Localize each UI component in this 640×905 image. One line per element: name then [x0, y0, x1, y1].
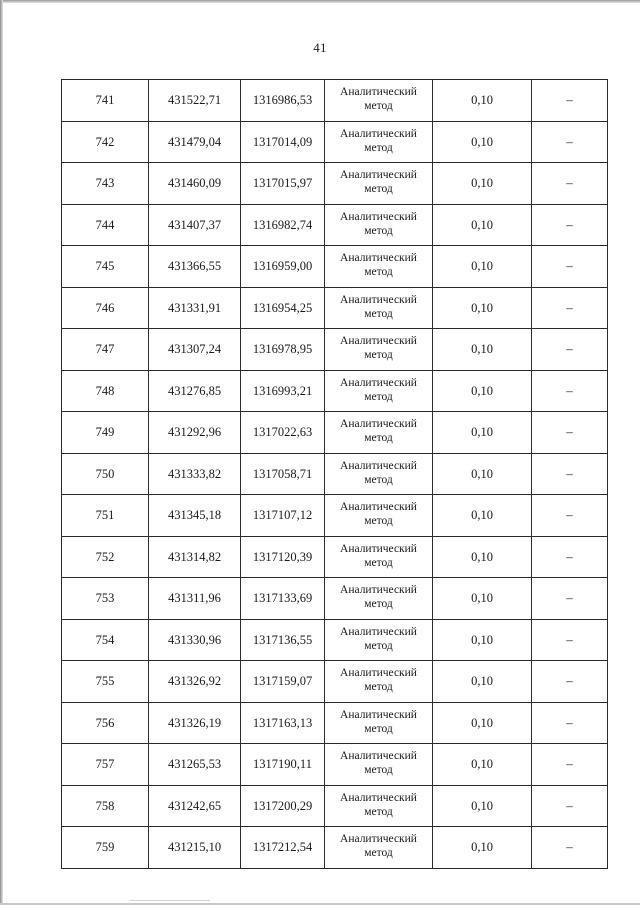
y-coordinate-cell: 1317163,13 [241, 702, 325, 744]
y-coordinate-cell: 1316954,25 [241, 287, 325, 329]
method-line-1: Аналитический [340, 459, 417, 472]
y-coordinate-cell: 1317015,97 [241, 163, 325, 205]
note-dash: – [566, 382, 573, 398]
method-text [325, 459, 432, 489]
method-line-1: Аналитический [340, 86, 417, 99]
table-row [62, 578, 608, 620]
table-row [62, 453, 608, 495]
note-cell [532, 121, 608, 163]
method-line-2: метод [364, 266, 393, 279]
note-cell [532, 495, 608, 537]
method-cell [325, 702, 433, 744]
method-text [325, 832, 432, 862]
note-cell [532, 785, 608, 827]
accuracy-cell: 0,10 [433, 246, 532, 288]
note-dash: – [566, 714, 573, 730]
method-line-1: Аналитический [340, 418, 417, 431]
method-text [325, 791, 432, 821]
x-coordinate-cell: 431330,96 [149, 619, 241, 661]
table-row [62, 246, 608, 288]
method-cell [325, 204, 433, 246]
x-coordinate-cell: 431345,18 [149, 495, 241, 537]
method-cell [325, 495, 433, 537]
x-coordinate-cell: 431311,96 [149, 578, 241, 620]
method-line-2: метод [364, 556, 393, 569]
note-dash: – [566, 590, 573, 606]
method-line-2: метод [364, 141, 393, 154]
note-cell [532, 578, 608, 620]
y-coordinate-cell: 1316982,74 [241, 204, 325, 246]
point-number-cell: 746 [62, 287, 149, 329]
method-cell [325, 80, 433, 122]
method-cell [325, 453, 433, 495]
x-coordinate-cell: 431460,09 [149, 163, 241, 205]
page-edge-left [0, 0, 3, 905]
method-line-1: Аналитический [340, 833, 417, 846]
point-number-cell: 755 [62, 661, 149, 703]
page-number: 41 [313, 40, 327, 55]
note-cell [532, 702, 608, 744]
note-cell [532, 163, 608, 205]
method-cell [325, 661, 433, 703]
method-line-1: Аналитический [340, 791, 417, 804]
accuracy-cell: 0,10 [433, 370, 532, 412]
y-coordinate-cell: 1317120,39 [241, 536, 325, 578]
x-coordinate-cell: 431522,71 [149, 80, 241, 122]
method-text [325, 127, 432, 157]
method-cell [325, 744, 433, 786]
method-text [325, 542, 432, 572]
y-coordinate-cell: 1317136,55 [241, 619, 325, 661]
y-coordinate-cell: 1317133,69 [241, 578, 325, 620]
method-cell [325, 287, 433, 329]
table-row [62, 536, 608, 578]
method-line-2: метод [364, 847, 393, 860]
point-number-cell: 741 [62, 80, 149, 122]
table-row [62, 785, 608, 827]
method-line-2: метод [364, 100, 393, 113]
point-number-cell: 744 [62, 204, 149, 246]
note-dash: – [566, 424, 573, 440]
accuracy-cell: 0,10 [433, 121, 532, 163]
x-coordinate-cell: 431333,82 [149, 453, 241, 495]
point-number-cell: 754 [62, 619, 149, 661]
note-cell [532, 329, 608, 371]
method-cell [325, 163, 433, 205]
method-cell [325, 412, 433, 454]
page-edge-top [0, 0, 640, 3]
x-coordinate-cell: 431314,82 [149, 536, 241, 578]
accuracy-cell: 0,10 [433, 702, 532, 744]
table-row [62, 204, 608, 246]
note-dash: – [566, 92, 573, 108]
method-line-1: Аналитический [340, 169, 417, 182]
method-text [325, 708, 432, 738]
point-number-cell: 747 [62, 329, 149, 371]
y-coordinate-cell: 1317200,29 [241, 785, 325, 827]
point-number-cell: 750 [62, 453, 149, 495]
y-coordinate-cell: 1317014,09 [241, 121, 325, 163]
y-coordinate-cell: 1316959,00 [241, 246, 325, 288]
method-cell [325, 370, 433, 412]
point-number-cell: 753 [62, 578, 149, 620]
point-number-cell: 745 [62, 246, 149, 288]
table-row [62, 827, 608, 869]
y-coordinate-cell: 1316978,95 [241, 329, 325, 371]
table-row [62, 661, 608, 703]
method-line-2: метод [364, 598, 393, 611]
note-dash: – [566, 258, 573, 274]
note-dash: – [566, 797, 573, 813]
table-row [62, 412, 608, 454]
x-coordinate-cell: 431331,91 [149, 287, 241, 329]
table-row [62, 80, 608, 122]
note-dash: – [566, 548, 573, 564]
note-cell [532, 536, 608, 578]
method-text [325, 625, 432, 655]
method-text [325, 210, 432, 240]
y-coordinate-cell: 1317058,71 [241, 453, 325, 495]
note-dash: – [566, 756, 573, 772]
point-number-cell: 756 [62, 702, 149, 744]
note-cell [532, 80, 608, 122]
y-coordinate-cell: 1316993,21 [241, 370, 325, 412]
table-body [62, 80, 608, 869]
method-line-2: метод [364, 432, 393, 445]
method-line-1: Аналитический [340, 625, 417, 638]
y-coordinate-cell: 1316986,53 [241, 80, 325, 122]
method-line-1: Аналитический [340, 127, 417, 140]
note-dash: – [566, 341, 573, 357]
x-coordinate-cell: 431326,92 [149, 661, 241, 703]
method-cell [325, 827, 433, 869]
method-line-2: метод [364, 473, 393, 486]
method-line-1: Аналитический [340, 501, 417, 514]
method-line-2: метод [364, 515, 393, 528]
scan-artifact-line [130, 900, 210, 901]
note-cell [532, 246, 608, 288]
point-number-cell: 743 [62, 163, 149, 205]
note-cell [532, 412, 608, 454]
note-cell [532, 619, 608, 661]
method-line-2: метод [364, 764, 393, 777]
note-dash: – [566, 133, 573, 149]
note-dash: – [566, 631, 573, 647]
coordinates-table [61, 79, 608, 869]
table-row [62, 702, 608, 744]
accuracy-cell: 0,10 [433, 536, 532, 578]
x-coordinate-cell: 431242,65 [149, 785, 241, 827]
method-line-2: метод [364, 805, 393, 818]
method-text [325, 583, 432, 613]
note-dash: – [566, 465, 573, 481]
method-cell [325, 246, 433, 288]
method-text [325, 85, 432, 115]
y-coordinate-cell: 1317190,11 [241, 744, 325, 786]
method-cell [325, 785, 433, 827]
method-line-2: метод [364, 307, 393, 320]
method-line-1: Аналитический [340, 750, 417, 763]
method-cell [325, 329, 433, 371]
method-text [325, 417, 432, 447]
accuracy-cell: 0,10 [433, 619, 532, 661]
x-coordinate-cell: 431215,10 [149, 827, 241, 869]
method-text [325, 334, 432, 364]
x-coordinate-cell: 431479,04 [149, 121, 241, 163]
note-dash: – [566, 299, 573, 315]
method-text [325, 293, 432, 323]
x-coordinate-cell: 431366,55 [149, 246, 241, 288]
method-line-1: Аналитический [340, 708, 417, 721]
method-line-2: метод [364, 349, 393, 362]
method-text [325, 749, 432, 779]
method-line-1: Аналитический [340, 252, 417, 265]
y-coordinate-cell: 1317159,07 [241, 661, 325, 703]
method-text [325, 500, 432, 530]
accuracy-cell: 0,10 [433, 661, 532, 703]
note-dash: – [566, 507, 573, 523]
x-coordinate-cell: 431307,24 [149, 329, 241, 371]
method-line-2: метод [364, 639, 393, 652]
method-text [325, 666, 432, 696]
method-line-2: метод [364, 224, 393, 237]
y-coordinate-cell: 1317212,54 [241, 827, 325, 869]
accuracy-cell: 0,10 [433, 163, 532, 205]
method-line-2: метод [364, 681, 393, 694]
accuracy-cell: 0,10 [433, 495, 532, 537]
method-text [325, 376, 432, 406]
point-number-cell: 751 [62, 495, 149, 537]
point-number-cell: 742 [62, 121, 149, 163]
method-line-1: Аналитический [340, 376, 417, 389]
note-cell [532, 827, 608, 869]
x-coordinate-cell: 431276,85 [149, 370, 241, 412]
note-cell [532, 744, 608, 786]
method-line-1: Аналитический [340, 210, 417, 223]
table-row [62, 287, 608, 329]
note-cell [532, 204, 608, 246]
table-row [62, 329, 608, 371]
note-dash: – [566, 839, 573, 855]
y-coordinate-cell: 1317022,63 [241, 412, 325, 454]
accuracy-cell: 0,10 [433, 204, 532, 246]
accuracy-cell: 0,10 [433, 827, 532, 869]
accuracy-cell: 0,10 [433, 744, 532, 786]
accuracy-cell: 0,10 [433, 578, 532, 620]
method-line-1: Аналитический [340, 293, 417, 306]
note-dash: – [566, 216, 573, 232]
accuracy-cell: 0,10 [433, 80, 532, 122]
table-row [62, 370, 608, 412]
method-line-2: метод [364, 183, 393, 196]
method-line-1: Аналитический [340, 584, 417, 597]
method-cell [325, 619, 433, 661]
table-row [62, 121, 608, 163]
note-dash: – [566, 673, 573, 689]
point-number-cell: 757 [62, 744, 149, 786]
note-cell [532, 287, 608, 329]
method-line-2: метод [364, 390, 393, 403]
table-row [62, 495, 608, 537]
accuracy-cell: 0,10 [433, 453, 532, 495]
y-coordinate-cell: 1317107,12 [241, 495, 325, 537]
x-coordinate-cell: 431407,37 [149, 204, 241, 246]
accuracy-cell: 0,10 [433, 785, 532, 827]
accuracy-cell: 0,10 [433, 287, 532, 329]
method-text [325, 168, 432, 198]
x-coordinate-cell: 431265,53 [149, 744, 241, 786]
method-text [325, 251, 432, 281]
table-row [62, 163, 608, 205]
note-dash: – [566, 175, 573, 191]
point-number-cell: 752 [62, 536, 149, 578]
note-cell [532, 453, 608, 495]
method-line-1: Аналитический [340, 667, 417, 680]
x-coordinate-cell: 431326,19 [149, 702, 241, 744]
table-row [62, 744, 608, 786]
method-line-2: метод [364, 722, 393, 735]
method-line-1: Аналитический [340, 542, 417, 555]
point-number-cell: 758 [62, 785, 149, 827]
note-cell [532, 370, 608, 412]
accuracy-cell: 0,10 [433, 412, 532, 454]
point-number-cell: 759 [62, 827, 149, 869]
table-row [62, 619, 608, 661]
method-cell [325, 536, 433, 578]
point-number-cell: 749 [62, 412, 149, 454]
accuracy-cell: 0,10 [433, 329, 532, 371]
method-cell [325, 578, 433, 620]
method-line-1: Аналитический [340, 335, 417, 348]
x-coordinate-cell: 431292,96 [149, 412, 241, 454]
note-cell [532, 661, 608, 703]
point-number-cell: 748 [62, 370, 149, 412]
method-cell [325, 121, 433, 163]
